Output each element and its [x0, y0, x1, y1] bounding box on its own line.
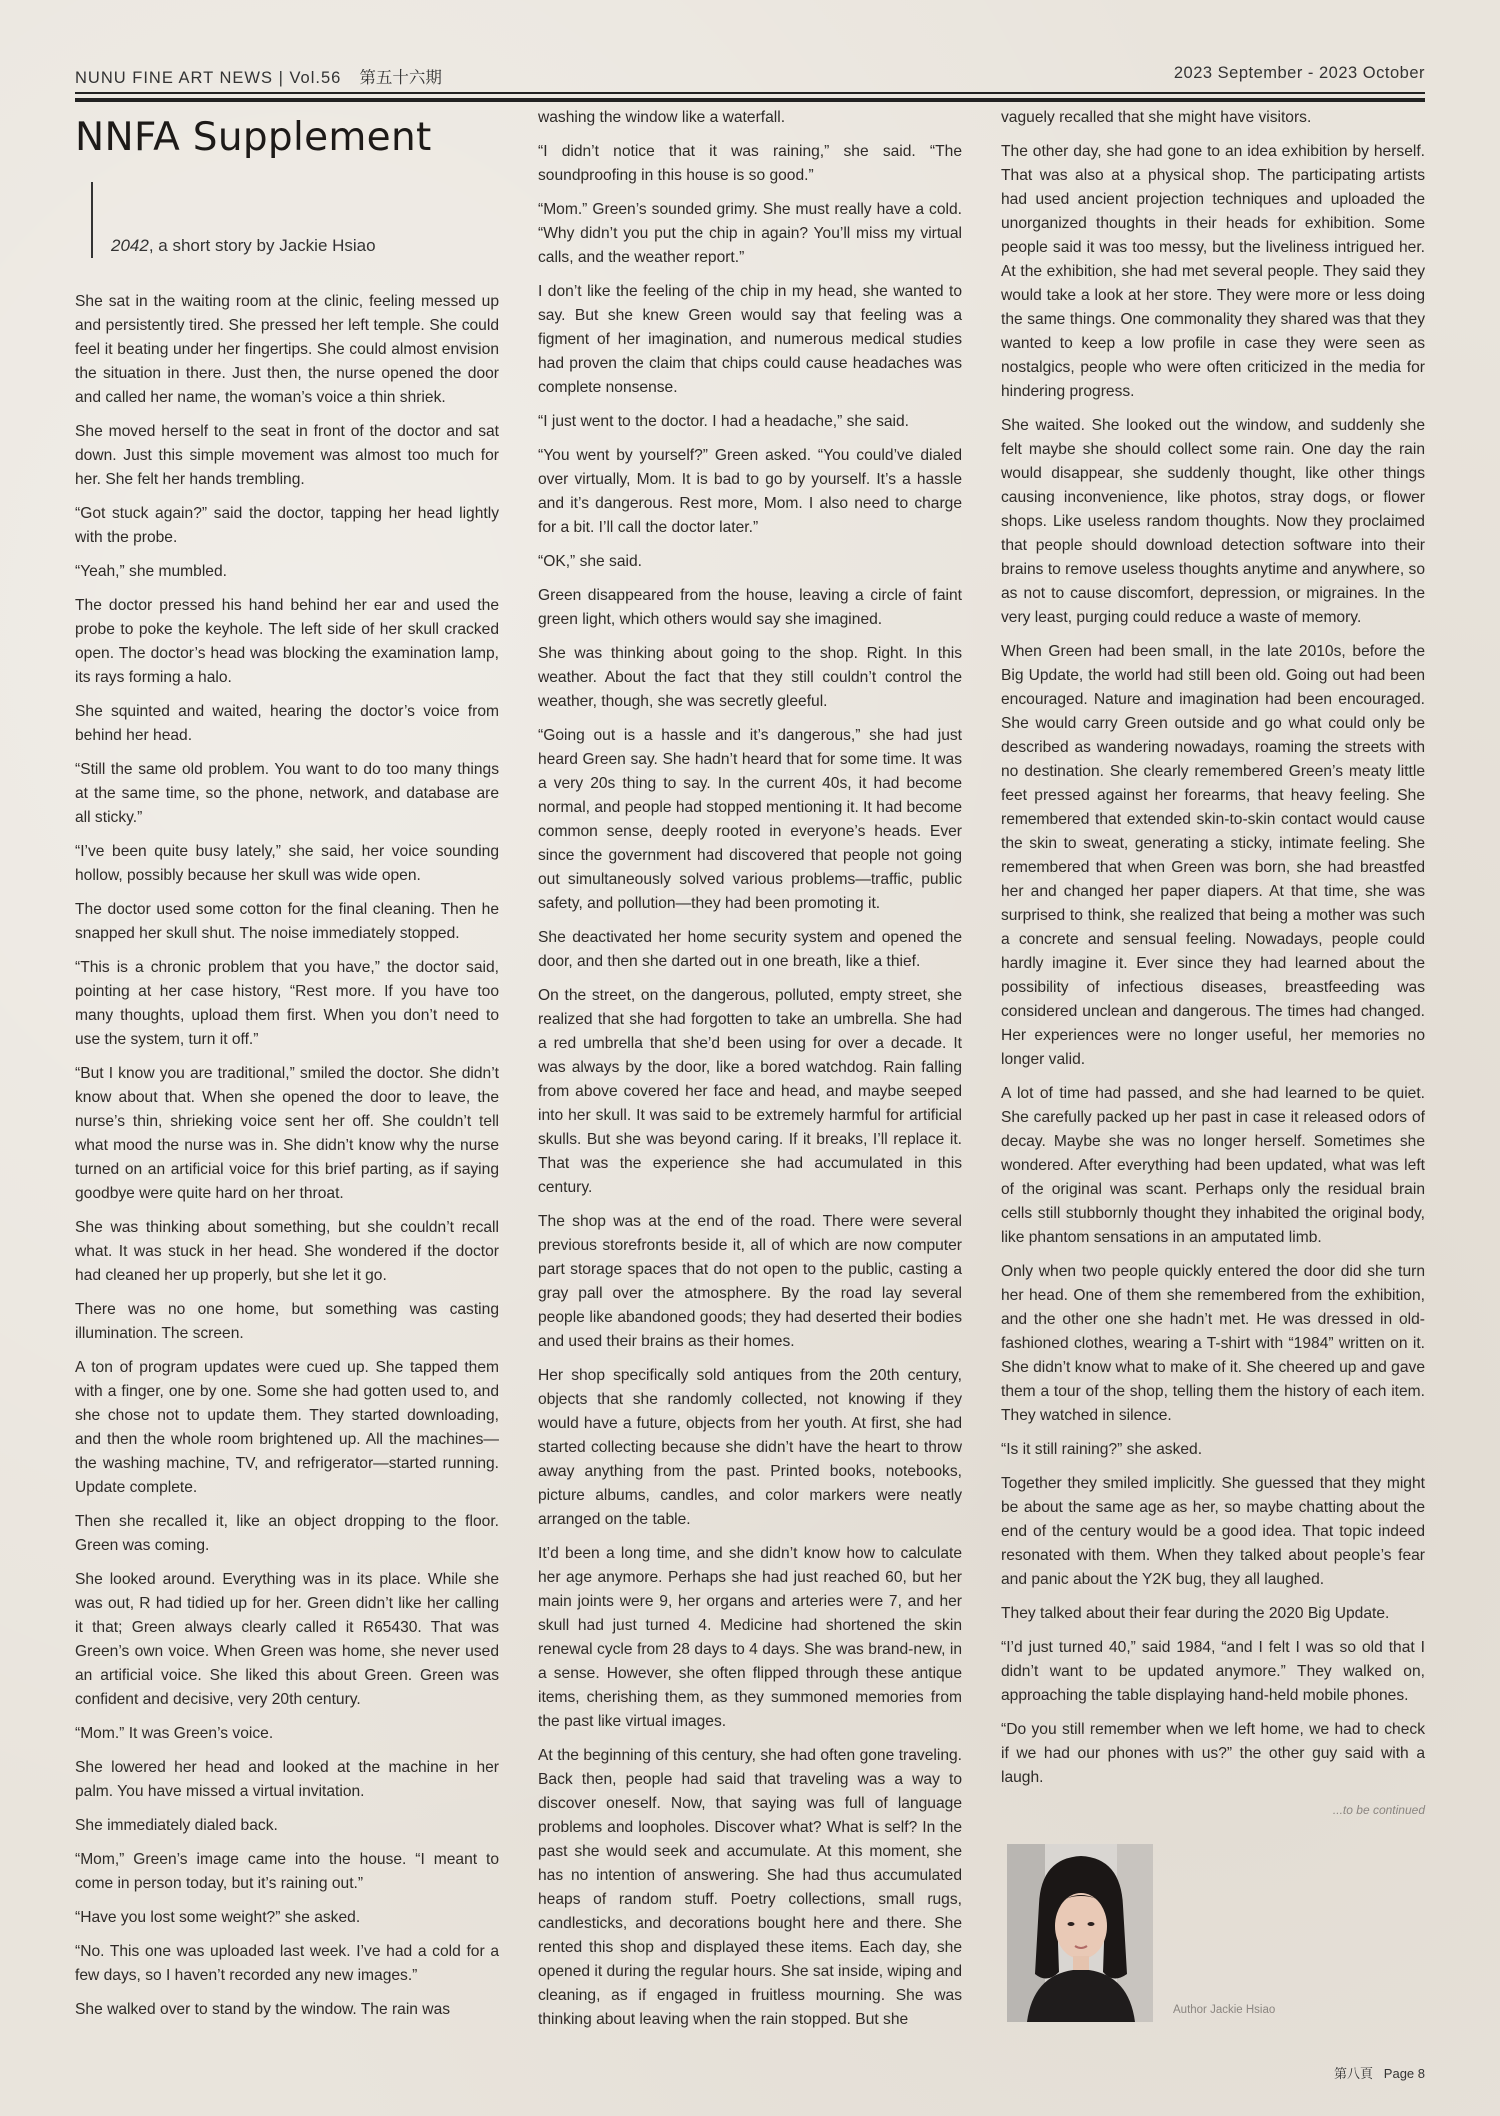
page-footer	[1334, 2063, 1425, 2082]
column-3	[1001, 106, 1425, 2024]
story-paragraph: “Have you lost some weight?” she asked.	[75, 1909, 361, 1926]
story-paragraph: She squinted and waited, hearing the doctor’s voice from behind her head.	[75, 703, 499, 744]
story-paragraph: The doctor used some cotton for the final cleaning. Then he snapped her skull shut. The noise immediately stopped.	[75, 901, 499, 942]
column-1	[75, 106, 499, 2032]
story-paragraph: “I didn’t notice that it was raining,” she said. “The soundproofing in this house is so good.”	[538, 143, 962, 184]
story-paragraph: “Going out is a hassle and it’s dangerous,” she had just heard Green say. She hadn’t heard that for some time. It was a very 20s thing to say. In the current 40s, it had become normal, and people had stopped mentioning it. It had become common sense, deeply rooted in everyone’s heads. Ever since the government had discovered that people not going out simultaneously solved various problems—traffic, public safety, and pollution—they had been promoting it.	[538, 727, 962, 912]
story-paragraph: At the beginning of this century, she had often gone traveling. Back then, people had said that traveling was a way to discover oneself. Now, that saying was full of language problems and loopholes. Discover what? What is self? In the past she would seek and accumulate. At this moment, she has no intention of answering. She had thus accumulated heaps of random stuff. Poetry collections, small rugs, candlesticks, and decorations bought here and there. She rented this shop and displayed these items. Each day, she opened it during the regular hours. She sat inside, wiping and cleaning, as if engaged in fruitless mourning. She was thinking about leaving when the rain stopped. But she	[538, 1747, 962, 2028]
story-paragraph: “But I know you are traditional,” smiled the doctor. She didn’t know about that. When she opened the door to leave, the nurse’s thin, shrieking voice sent her off. She couldn’t tell what mood the nurse was in. She didn’t know why the nurse turned on an artificial voice for this brief parting, as if saying goodbye were quite hard on her throat.	[75, 1065, 499, 1202]
story-paragraph: washing the window like a waterfall.	[538, 109, 786, 126]
story-paragraph: “This is a chronic problem that you have,” the doctor said, pointing at her case history, “Rest more. If you have too many thoughts, upload them first. When you don’t need to use the system, turn it off.”	[75, 959, 499, 1048]
story-paragraph: “No. This one was uploaded last week. I’ve had a cold for a few days, so I haven’t recorded any new images.”	[75, 1943, 499, 1984]
story-paragraph: “Still the same old problem. You want to do too many things at the same time, so the phone, network, and database are all sticky.”	[75, 761, 499, 826]
story-paragraph: She looked around. Everything was in its place. While she was out, R had tidied up for her. Green didn’t like her calling it that; Green always clearly called it R65430. That was Green’s own voice. When Green was home, she never used an artificial voice. She liked this about Green. Green was confident and decisive, very 20th century.	[75, 1571, 499, 1708]
story-paragraph: Her shop specifically sold antiques from the 20th century, objects that she randomly collected, not knowing if they would have a future, objects from her youth. At first, she had started collecting because she didn’t have the heart to throw away anything from the past. Printed books, notebooks, picture albums, candles, and color markers were neatly arranged on the table.	[538, 1367, 962, 1528]
story-paragraph: They talked about their fear during the 2020 Big Update.	[1001, 1605, 1390, 1622]
story-paragraph: “OK,” she said.	[538, 553, 642, 570]
story-paragraph: She moved herself to the seat in front of the doctor and sat down. Just this simple movement was almost too much for her. She felt her hands trembling.	[75, 423, 499, 488]
story-paragraph: “I’ve been quite busy lately,” she said, her voice sounding hollow, possibly because her skull was wide open.	[75, 843, 499, 884]
story-paragraph: She immediately dialed back.	[75, 1817, 278, 1834]
story-paragraph: She waited. She looked out the window, and suddenly she felt maybe she should collect some rain. One day the rain would disappear, she suddenly thought, like other things causing inconvenience, like photos, stray dogs, or flower shops. Like useless random thoughts. Now they proclaimed that people should download detection software into their brains to remove useless thoughts anytime and anywhere, so as not to cause discomfort, depression, or migraines. In the very least, purging could reduce a waste of memory.	[1001, 417, 1425, 626]
author-photo	[1007, 1844, 1153, 2022]
story-paragraph: Only when two people quickly entered the door did she turn her head. One of them she remembered from the exhibition, and the other one she hadn’t met. He was dressed in old-fashioned clothes, wearing a T-shirt with “1984” written on it. She didn’t know what to make of it. She cheered up and gave them a tour of the shop, telling them the history of each item. They watched in silence.	[1001, 1263, 1425, 1424]
story-paragraph: She lowered her head and looked at the machine in her palm. You have missed a virtual invitation.	[75, 1759, 499, 1800]
story-paragraph: On the street, on the dangerous, polluted, empty street, she realized that she had forgotten to take an umbrella. She had a red umbrella that she’d been using for over a decade. It was always by the door, like a bored watchdog. Rain falling from above covered her face and head, and maybe seeped into her skull. It was said to be extremely harmful for artificial skulls. But she was beyond caring. If it breaks, I’ll replace it. That was the experience she had accumulated in this century.	[538, 987, 962, 1196]
story-paragraph: “Got stuck again?” said the doctor, tapping her head lightly with the probe.	[75, 505, 499, 546]
column-1-body	[75, 290, 499, 2022]
story-paragraph: She deactivated her home security system and opened the door, and then she darted out in one breath, like a thief.	[538, 929, 962, 970]
story-paragraph: Green disappeared from the house, leaving a circle of faint green light, which others would say she imagined.	[538, 587, 962, 628]
story-paragraph: “You went by yourself?” Green asked. “You could’ve dialed over virtually, Mom. It is bad to go by yourself. It’s a hassle and it’s dangerous. Rest more, Mom. I also need to charge for a bit. I’ll call the doctor later.”	[538, 447, 962, 536]
story-paragraph: She sat in the waiting room at the clinic, feeling messed up and persistently tired. She pressed her left temple. She could feel it beating under her fingertips. She could almost envision the situation in there. Just then, the nurse opened the door and called her name, the woman’s voice a thin shriek.	[75, 293, 499, 406]
story-paragraph: A ton of program updates were cued up. She tapped them with a finger, one by one. Some she had gotten used to, and she chose not to update them. They started downloading, and then the whole room brightened up. All the machines—the washing machine, TV, and refrigerator—started running. Update complete.	[75, 1359, 499, 1496]
story-paragraph: I don’t like the feeling of the chip in my head, she wanted to say. But she knew Green would say that feeling was a figment of her imagination, and numerous medical studies had proven the claim that chips could cause headaches was complete nonsense.	[538, 283, 962, 396]
story-paragraph: “Mom.” It was Green’s voice.	[75, 1725, 274, 1742]
column-3-body	[1001, 106, 1425, 1790]
story-paragraph: She was thinking about going to the shop. Right. In this weather. About the fact that they still couldn’t control the weather, though, she was secretly gleeful.	[538, 645, 962, 710]
story-paragraph: It’d been a long time, and she didn’t know how to calculate her age anymore. Perhaps she had just reached 60, but her main joints were 9, her organs and arteries were 7, and her skull had just turned 4. Medicine had shortened the skin renewal cycle from 28 days to 4 days. She was brand-new, in a sense. However, she often flipped through these antique items, cherishing them, as they summoned memories from the past like virtual images.	[538, 1545, 962, 1730]
story-paragraph: A lot of time had passed, and she had learned to be quiet. She carefully packed up her past in case it released odors of decay. Maybe she was no longer herself. Sometimes she wondered. After everything had been updated, what was left of the original was scant. Perhaps only the residual brain cells still stubbornly thought they inhabited the original body, like phantom sensations in an amputated limb.	[1001, 1085, 1425, 1246]
page-header	[75, 64, 1425, 90]
issue-number-cn: 第五十六期	[359, 69, 442, 87]
author-photo-caption: Author Jackie Hsiao	[1173, 2004, 1276, 2016]
story-paragraph: “Mom.” Green’s sounded grimy. She must really have a cold. “Why didn’t you put the chip in again? You’ll miss my virtual calls, and the weather report.”	[538, 201, 962, 266]
story-paragraph: The other day, she had gone to an idea exhibition by herself. That was also at a physical shop. The participating artists had used ancient projection techniques and uploaded the unorganized thoughts in their heads for exhibition. Some people said it was too messy, but the liveliness intrigued her. At the exhibition, she had met several people. They said they would take a look at her store. They were more or less doing the same things. One commonality they shared was that they wanted to keep a low profile in case they were seen as nostalgics, people who were often criticized in the media for hindering progress.	[1001, 143, 1425, 400]
story-paragraph: “I just went to the doctor. I had a headache,” she said.	[538, 413, 910, 430]
page-number-cn: 第八頁	[1333, 2066, 1373, 2081]
story-paragraph: “Yeah,” she mumbled.	[75, 563, 227, 580]
story-title: 2042	[111, 236, 149, 255]
story-paragraph: “Do you still remember when we left home, we had to check if we had our phones with us?” the other guy said with a laugh.	[1001, 1721, 1425, 1786]
subtitle-block	[91, 182, 499, 258]
story-paragraph: Then she recalled it, like an object dropping to the floor. Green was coming.	[75, 1513, 499, 1554]
author-portrait-image	[1007, 1844, 1153, 2022]
story-paragraph: When Green had been small, in the late 2010s, before the Big Update, the world had still been old. Going out had been encouraged. Nature and imagination had been encouraged. She would carry Green outside and go what could only be described as wandering nowadays, roaming the streets with no destination. She clearly remembered Green’s meaty little feet pressed against her forearms, that heavy feeling. She remembered that extended skin-to-skin contact would cause the skin to sweat, generating a sticky, intimate feeling. She remembered that when Green was born, she had breastfed her and changed her paper diapers. At that time, she was surprised to think, she realized that being a mother was such a concrete and sensual feeling. Nowadays, people could hardly imagine it. Ever since they had learned about the possibility of infectious diseases, breastfeeding was considered unclean and dangerous. The times had changed. Her experiences were no longer useful, her memories no longer valid.	[1001, 643, 1425, 1068]
to-be-continued: ...to be continued	[1332, 1803, 1425, 1817]
publication-label	[75, 64, 442, 88]
story-paragraph: “Mom,” Green’s image came into the house. “I meant to come in person today, but it’s raining out.”	[75, 1851, 499, 1892]
story-paragraph: There was no one home, but something was casting illumination. The screen.	[75, 1301, 499, 1342]
story-paragraph: “I’d just turned 40,” said 1984, “and I felt I was so old that I didn’t want to be updated anymore.” They walked on, approaching the table displaying hand-held mobile phones.	[1001, 1639, 1425, 1704]
issue-date-range: 2023 September - 2023 October	[1173, 64, 1425, 82]
story-paragraph: vaguely recalled that she might have visitors.	[1001, 109, 1312, 126]
story-paragraph: Together they smiled implicitly. She guessed that they might be about the same age as her, so maybe chatting about the end of the century would be a good idea. That topic indeed resonated with them. When they talked about people’s fear and panic about the Y2K bug, they all laughed.	[1001, 1475, 1425, 1588]
header-rule-thin	[75, 92, 1425, 94]
story-paragraph: The doctor pressed his hand behind her ear and used the probe to poke the keyhole. The left side of her skull cracked open. The doctor’s head was blocking the examination lamp, its rays forming a halo.	[75, 597, 499, 686]
header-rule-thick	[75, 98, 1425, 102]
story-subtitle	[111, 234, 376, 258]
story-paragraph: “Is it still raining?” she asked.	[1001, 1441, 1203, 1458]
story-paragraph: She was thinking about something, but she couldn’t recall what. It was stuck in her head. She wondered if the doctor had cleaned her up properly, but she let it go.	[75, 1219, 499, 1284]
page-number: Page 8	[1383, 2066, 1425, 2081]
column-2	[538, 106, 962, 2042]
story-paragraph: The shop was at the end of the road. There were several previous storefronts beside it, all of which are now computer part storage spaces that do not open to the public, casting a gray pall over the atmosphere. By the road lay several people like abandoned goods; they had deserted their bodies and used their brains as their homes.	[538, 1213, 962, 1350]
publication-name: NUNU FINE ART NEWS | Vol.56	[75, 69, 342, 87]
story-byline: , a short story by Jackie Hsiao	[148, 236, 376, 255]
column-2-body	[538, 106, 962, 2032]
story-paragraph: She walked over to stand by the window. The rain was	[75, 2001, 451, 2018]
author-photo-block	[1001, 1844, 1425, 2024]
page-title: NNFA Supplement	[75, 115, 432, 160]
